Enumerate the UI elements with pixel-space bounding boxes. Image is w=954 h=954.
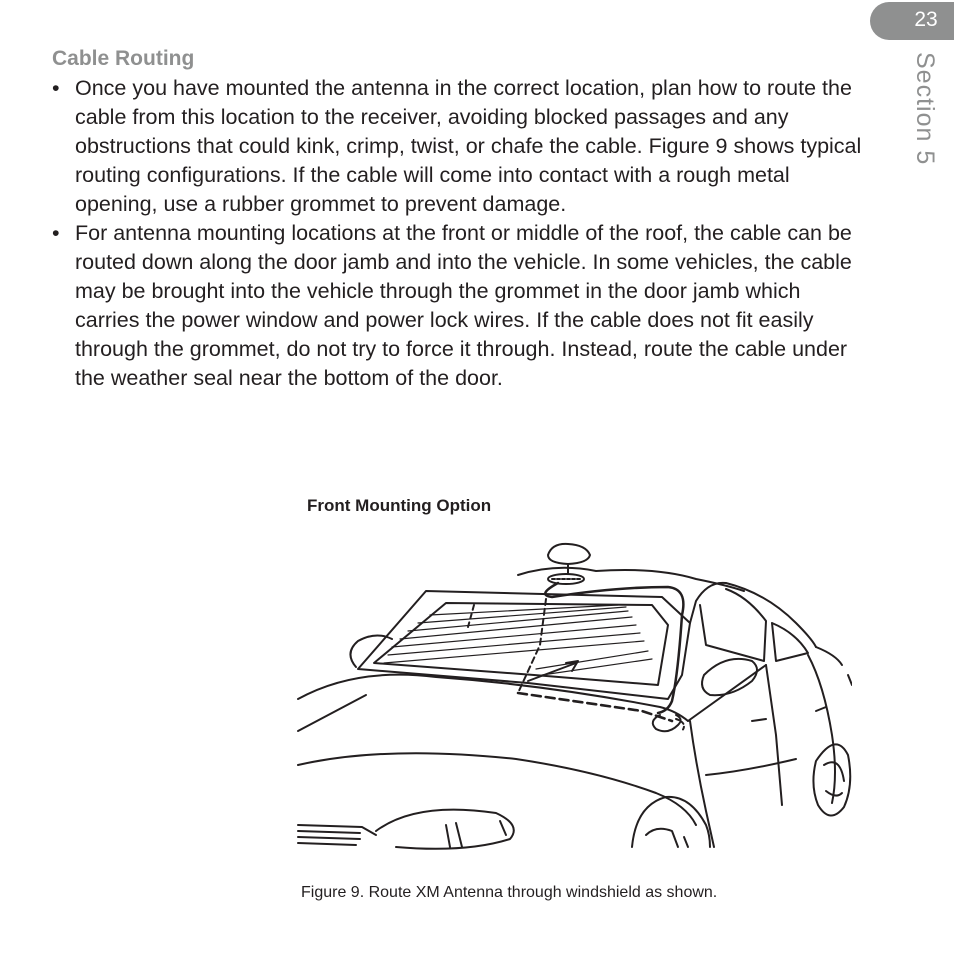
section-label: Section 5 bbox=[911, 52, 939, 166]
page-number: 23 bbox=[914, 8, 938, 31]
antenna-icon bbox=[548, 544, 590, 584]
figure-title: Front Mounting Option bbox=[307, 496, 492, 515]
list-item bbox=[52, 74, 867, 219]
bullet-text: For antenna mounting locations at the front or middle of the roof, the cable can be routed down along the door jamb and into the vehicle. In some vehicles, the cable may be brought into the vehicle through the grommet in the door jamb which carries the power window and power lock wires. If the cable does not fit easily through the grommet, do not try to force it through. Instead, route the cable under the weather seal near the bottom of the door. bbox=[75, 221, 852, 390]
list-item bbox=[52, 219, 867, 393]
figure-caption: Figure 9. Route XM Antenna through windshield as shown. bbox=[301, 884, 718, 901]
bullet-text: Once you have mounted the antenna in the correct location, plan how to route the cable from this location to the receiver, avoiding blocked passages and any obstructions that could kink, crimp, twist, or chafe the cable. Figure 9 shows typical routing configurations. If the cable will come into contact with a rough metal opening, use a rubber grommet to prevent damage. bbox=[75, 76, 862, 216]
car-illustration bbox=[296, 535, 852, 850]
section-heading: Cable Routing bbox=[52, 47, 195, 70]
bullet-icon: • bbox=[52, 76, 60, 100]
bullet-icon: • bbox=[52, 221, 60, 245]
bullet-list bbox=[52, 74, 867, 393]
